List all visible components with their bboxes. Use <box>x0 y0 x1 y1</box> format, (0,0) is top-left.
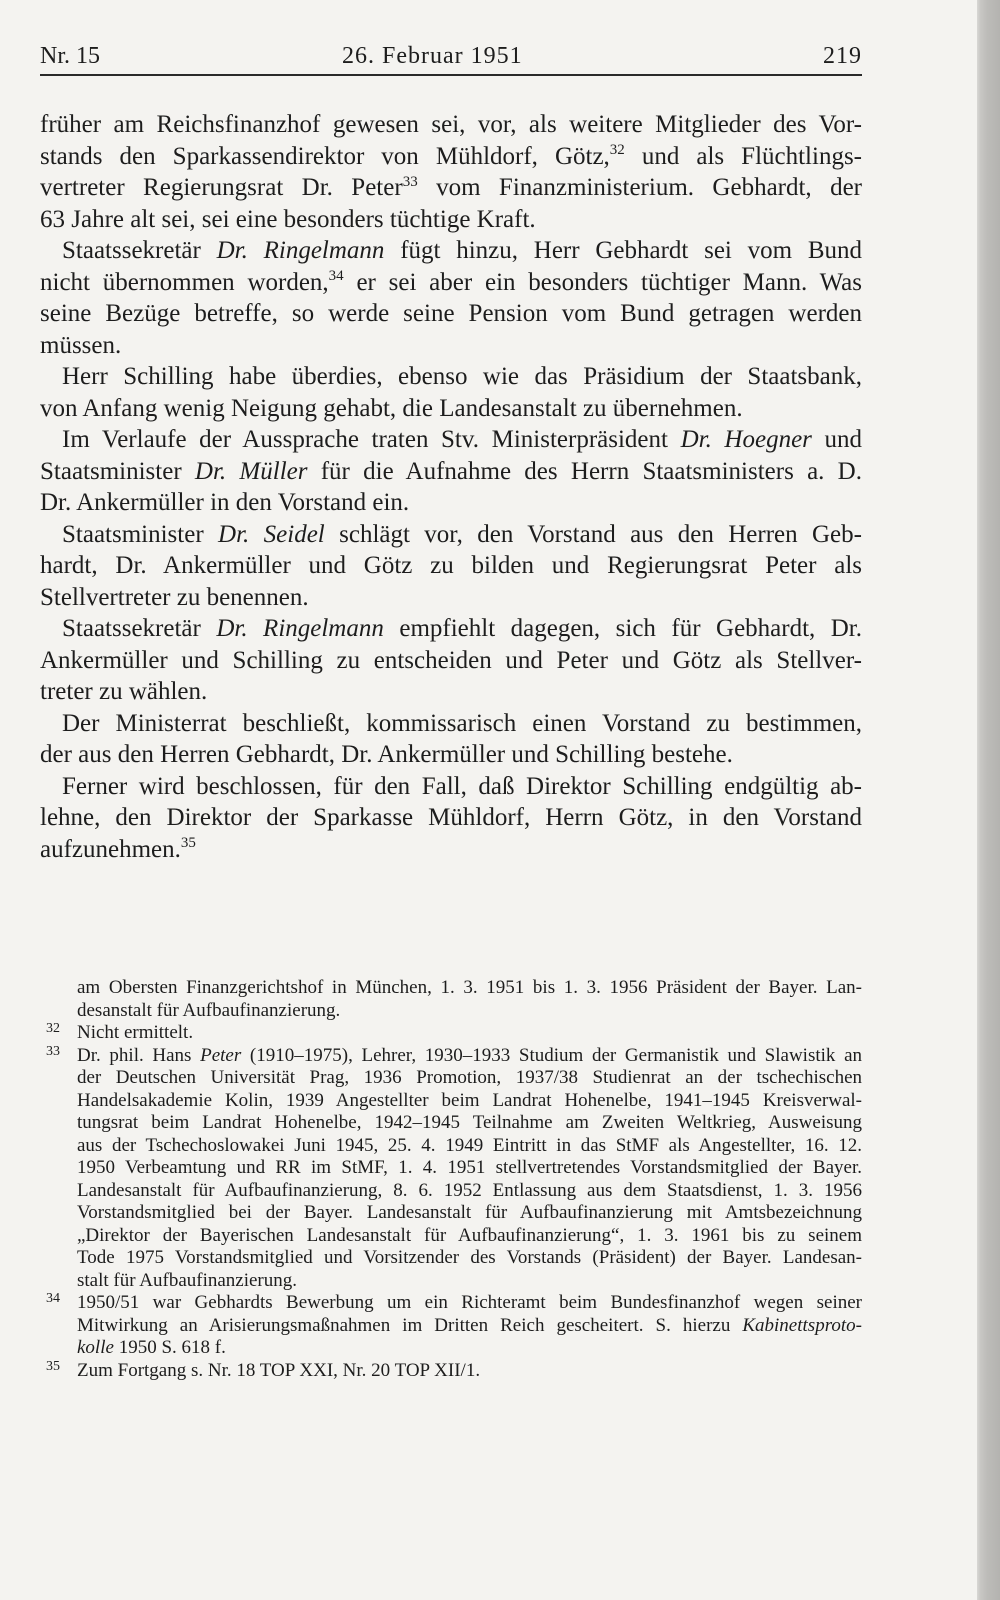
body-line <box>40 330 862 362</box>
body-line <box>40 519 862 551</box>
body-line <box>40 424 862 456</box>
body-line <box>40 582 862 614</box>
body-line <box>40 487 862 519</box>
footnote-line <box>77 1067 862 1090</box>
scan-edge <box>977 0 1000 1600</box>
text-run: Im Verlaufe der Aussprache traten Stv. Ministerpräsident <box>62 426 681 453</box>
text-run: schlägt vor, den Vorstand aus den Herren Geb- <box>324 520 862 548</box>
text-run: Zum Fortgang s. Nr. 18 TOP XXI, Nr. 20 TOP XII/1. <box>77 1359 481 1381</box>
footnote-line <box>77 1022 862 1045</box>
text-run: hardt, Dr. Ankermüller und Götz zu bilden und Regierungsrat Peter als <box>40 552 862 579</box>
text-run: Landesanstalt für Aufbaufinanzierung, 8. 6. 1952 Entlassung aus dem Staatsdienst, 1. 3. 1956 <box>77 1179 862 1201</box>
running-header <box>40 41 862 71</box>
footnote-reference: 35 <box>180 835 196 852</box>
text-run: vom Finanzministerium. Gebhardt, der <box>417 174 862 201</box>
body-line <box>40 267 862 299</box>
italic-text: Dr. Müller <box>194 457 308 485</box>
body-paragraph <box>40 708 862 771</box>
text-run: für die Aufnahme des Herrn Staatsministers a. D. <box>307 457 862 485</box>
footnote-line <box>77 1225 862 1248</box>
text-run: seine Bezüge betreffe, so werde seine Pension vom Bund getragen werden <box>40 300 862 327</box>
body-line <box>40 802 862 834</box>
text-run: von Anfang wenig Neigung gehabt, die Landesanstalt zu übernehmen. <box>40 394 743 422</box>
text-run: treter zu wählen. <box>40 678 208 705</box>
body-line <box>40 550 862 582</box>
footnote-line <box>77 1135 862 1158</box>
footnote-line <box>77 1292 862 1315</box>
text-run: Staatssekretär <box>62 237 217 264</box>
footnote-line <box>77 1112 862 1135</box>
header-issue-number: Nr. 15 <box>40 43 100 69</box>
italic-text: Dr. Hoegner <box>680 426 812 453</box>
italic-text: Dr. Ringelmann <box>216 615 384 642</box>
italic-text: Dr. Ringelmann <box>216 237 385 264</box>
body-line <box>40 739 862 771</box>
text-run: Mitwirkung an Arisierungsmaßnahmen im Dritten Reich gescheitert. S. hierzu <box>77 1314 743 1336</box>
italic-text: Peter <box>200 1044 242 1066</box>
body-paragraph <box>40 109 862 235</box>
body-line <box>40 708 862 740</box>
body-line <box>40 109 862 141</box>
text-run: 1950 S. 618 f. <box>113 1337 226 1358</box>
text-run: müssen. <box>40 331 122 359</box>
footnote-line <box>77 1270 862 1293</box>
text-run: vertreter Regierungsrat Dr. Peter <box>40 174 403 201</box>
text-run: (1910–1975), Lehrer, 1930–1933 Studium der Germanistik und Slawistik an <box>241 1044 863 1066</box>
footnote-reference: 34 <box>328 268 344 285</box>
body-line <box>40 235 862 267</box>
text-run: Staatssekretär <box>62 615 217 642</box>
text-run: desanstalt für Aufbaufinanzierung. <box>77 999 341 1021</box>
footnote-reference: 33 <box>402 173 418 190</box>
text-run: 63 Jahre alt sei, sei eine besonders tüchtige Kraft. <box>40 205 536 233</box>
footnote-line <box>77 1157 862 1180</box>
italic-text: Kabinettsproto- <box>742 1314 862 1336</box>
text-run: „Direktor der Bayerischen Landesanstalt für Aufbaufinanzierung“, 1. 3. 1961 bis zu seinem <box>77 1224 862 1246</box>
footnote-line <box>77 1180 862 1203</box>
footnote-number: 33 <box>46 1043 60 1059</box>
text-run: Handelsakademie Kolin, 1939 Angestellter beim Landrat Hohenelbe, 1941–1945 Kreisverwal- <box>77 1089 862 1111</box>
footnote-line <box>77 1202 862 1225</box>
footnote-line <box>77 1315 862 1338</box>
footnote-line <box>77 1045 862 1068</box>
body-line <box>40 172 862 204</box>
footnote <box>40 1022 862 1045</box>
text-run: aus der Tschechoslowakei Juni 1945, 25. 4. 1949 Eintritt in das StMF als Angestellter, 16. 12. <box>77 1134 862 1156</box>
body-line <box>40 645 862 677</box>
text-run: 1950/51 war Gebhardts Bewerbung um ein Richteramt beim Bundesfinanzhof wegen seiner <box>77 1292 862 1313</box>
body-line <box>40 361 862 393</box>
body-line <box>40 676 862 708</box>
text-run: Ankermüller und Schilling zu entscheiden und Peter und Götz als Stellver- <box>40 646 862 674</box>
body-line <box>40 393 862 425</box>
text-run: der Deutschen Universität Prag, 1936 Promotion, 1937/38 Studienrat an der tschechischen <box>77 1067 862 1088</box>
text-run: Tode 1975 Vorstandsmitglied und Vorsitzender des Vorstands (Präsident) der Bayer. Landesan- <box>77 1247 862 1268</box>
text-run: 1950 Verbeamtung und RR im StMF, 1. 4. 1951 stellvertretendes Vorstandsmitglied der Bayer. <box>77 1157 862 1178</box>
body-line <box>40 834 862 866</box>
footnote <box>40 1360 862 1383</box>
body-line <box>40 456 862 488</box>
body-line <box>40 613 862 645</box>
text-run: Herr Schilling habe überdies, ebenso wie das Präsidium der Staatsbank, <box>62 363 862 390</box>
text-run: er sei aber ein besonders tüchtiger Mann. Was <box>343 268 862 296</box>
text-run: am Obersten Finanzgerichtshof in München, 1. 3. 1951 bis 1. 3. 1956 Präsident der Bayer. Lan- <box>77 977 862 998</box>
footnote-line <box>77 977 862 1000</box>
body-line <box>40 204 862 236</box>
footnote <box>40 1292 862 1360</box>
body-paragraph <box>40 519 862 614</box>
footnote-number: 35 <box>46 1358 60 1374</box>
footnote-line <box>77 1247 862 1270</box>
body-line <box>40 771 862 803</box>
text-run: Vorstandsmitglied bei der Bayer. Landesanstalt für Aufbaufinanzierung mit Amtsbezeichnung <box>77 1202 862 1223</box>
italic-text: kolle <box>77 1337 114 1358</box>
footnotes <box>40 977 862 1382</box>
text-run: aufzunehmen. <box>40 835 181 863</box>
text-run: Staatsminister <box>40 457 195 485</box>
text-run: fügt hinzu, Herr Gebhardt sei vom Bund <box>384 237 862 264</box>
header-date: 26. Februar 1951 <box>342 43 523 69</box>
footnote-line <box>77 1090 862 1113</box>
text-run: tungsrat beim Landrat Hohenelbe, 1942–1945 Teilnahme am Zweiten Weltkrieg, Ausweisung <box>77 1112 862 1133</box>
text-run: Ferner wird beschlossen, für den Fall, daß Direktor Schilling endgültig ab- <box>62 772 862 800</box>
text-run: stalt für Aufbaufinanzierung. <box>77 1269 298 1291</box>
italic-text: Dr. Seidel <box>218 520 325 548</box>
footnote-reference: 32 <box>609 142 625 159</box>
header-rule <box>40 74 862 76</box>
body-paragraph <box>40 424 862 519</box>
text-run: und als Flüchtlings- <box>624 142 862 170</box>
text-run: Dr. phil. Hans <box>77 1044 201 1066</box>
text-run: der aus den Herren Gebhardt, Dr. Ankermüller und Schilling bestehe. <box>40 741 733 768</box>
body-paragraph <box>40 235 862 361</box>
text-run: Der Ministerrat beschließt, kommissarisch einen Vorstand zu bestimmen, <box>62 709 862 737</box>
body-paragraph <box>40 771 862 866</box>
main-text <box>40 109 862 865</box>
text-run: Nicht ermittelt. <box>77 1022 194 1043</box>
footnote-line <box>77 1000 862 1023</box>
header-page-number: 219 <box>823 43 862 69</box>
body-line <box>40 298 862 330</box>
text-run: Staatsminister <box>62 520 219 548</box>
footnote <box>40 977 862 1022</box>
body-line <box>40 141 862 173</box>
text-run: und <box>811 426 862 453</box>
body-paragraph <box>40 361 862 424</box>
text-run: lehne, den Direktor der Sparkasse Mühldorf, Herrn Götz, in den Vorstand <box>40 804 862 831</box>
text-run: früher am Reichsfinanzhof gewesen sei, vor, als weitere Mitglieder des Vor- <box>40 111 862 138</box>
text-run: nicht übernommen worden, <box>40 268 329 296</box>
footnote-number: 34 <box>46 1291 60 1306</box>
text-run: empfiehlt dagegen, sich für Gebhardt, Dr. <box>383 615 863 642</box>
body-paragraph <box>40 613 862 708</box>
footnote-line <box>77 1360 862 1383</box>
footnote <box>40 1045 862 1293</box>
text-run: Stellvertreter zu benennen. <box>40 583 309 611</box>
footnote-number: 32 <box>46 1021 60 1036</box>
text-run: Dr. Ankermüller in den Vorstand ein. <box>40 489 410 516</box>
text-run: stands den Sparkassendirektor von Mühldorf, Götz, <box>40 142 610 170</box>
footnote-line <box>77 1337 862 1360</box>
